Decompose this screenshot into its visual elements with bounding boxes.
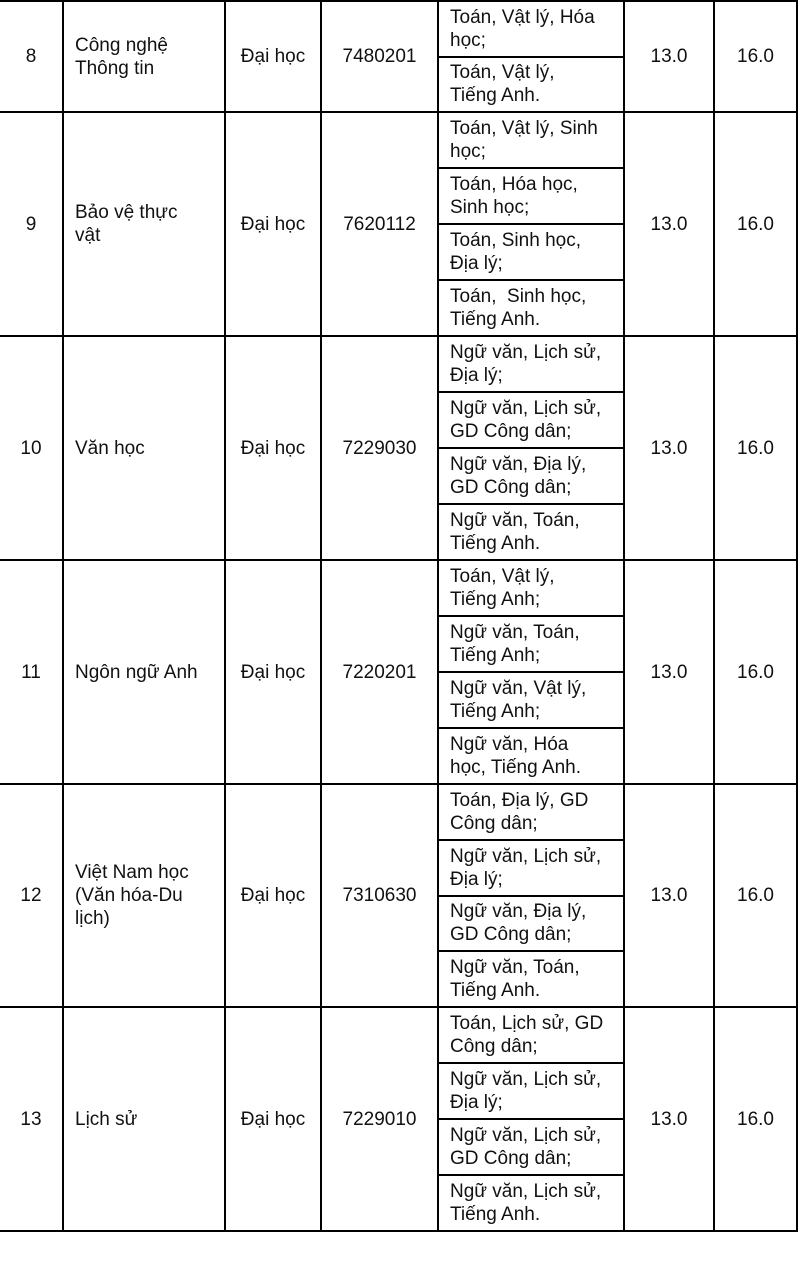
row-number: 8 <box>25 46 37 67</box>
subject-combinations <box>437 561 623 783</box>
table-row <box>0 113 798 337</box>
combination-item: Ngữ văn, Toán, Tiếng Anh. <box>450 957 580 1002</box>
subject-combinations <box>437 1008 623 1230</box>
subject-combinations <box>437 785 623 1006</box>
combination-item: Ngữ văn, Lịch sử, Tiếng Anh. <box>450 1181 602 1225</box>
major-code: 7480201 <box>320 2 437 111</box>
row-number: 10 <box>20 437 42 459</box>
row-number: 11 <box>21 661 41 683</box>
combination-item: Ngữ văn, Toán, Tiếng Anh. <box>450 510 580 554</box>
row-number: 9 <box>25 213 37 235</box>
score-1: 13.0 <box>623 2 713 111</box>
combination-item: Ngữ văn, Vật lý, Tiếng Anh; <box>439 673 623 729</box>
combination-item: Ngữ văn, Lịch sử, Địa lý; <box>439 1064 623 1120</box>
major-code: 7310630 <box>320 785 437 1006</box>
combination-item: Toán, Vật lý, Hóa học; <box>439 2 623 58</box>
major-name: Bảo vệ thực vật <box>62 113 224 335</box>
education-level: Đại học <box>224 113 320 335</box>
education-level: Đại học <box>224 337 320 559</box>
row-number: 12 <box>20 885 42 906</box>
subject-combinations <box>437 337 623 559</box>
score-2: 16.0 <box>713 2 798 111</box>
table-row <box>0 561 798 785</box>
row-number: 13 <box>20 1108 42 1130</box>
score-1: 13.0 <box>623 113 713 335</box>
combination-item: Toán, Sinh học, Địa lý; <box>439 225 623 281</box>
score-2: 16.0 <box>713 1008 798 1230</box>
major-name: Công nghệ Thông tin <box>62 2 224 111</box>
combination-item: Toán, Địa lý, GD Công dân; <box>439 785 623 841</box>
combination-item: Ngữ văn, Lịch sử, Địa lý; <box>439 337 623 393</box>
major-name: Ngôn ngữ Anh <box>62 561 224 783</box>
combination-item: Ngữ văn, Lịch sử, Địa lý; <box>439 841 623 897</box>
combination-item: Toán, Hóa học, Sinh học; <box>439 169 623 225</box>
major-name: Văn học <box>62 337 224 559</box>
major-code: 7220201 <box>320 561 437 783</box>
combination-item: Ngữ văn, Hóa học, Tiếng Anh. <box>450 734 581 778</box>
education-level: Đại học <box>224 1008 320 1230</box>
major-name: Lịch sử <box>62 1008 224 1230</box>
major-name: Việt Nam học (Văn hóa-Du lịch) <box>62 785 224 1006</box>
major-code: 7229010 <box>320 1008 437 1230</box>
combination-item: Toán, Vật lý, Tiếng Anh. <box>450 62 555 107</box>
table-row <box>0 337 798 561</box>
education-level: Đại học <box>224 785 320 1006</box>
combination-item: Ngữ văn, Địa lý, GD Công dân; <box>439 449 623 505</box>
score-2: 16.0 <box>713 337 798 559</box>
combination-item: Ngữ văn, Lịch sử, GD Công dân; <box>439 393 623 449</box>
score-1: 13.0 <box>623 785 713 1006</box>
score-1: 13.0 <box>623 337 713 559</box>
combination-item: Toán, Vật lý, Tiếng Anh; <box>439 561 623 617</box>
major-code: 7229030 <box>320 337 437 559</box>
table-row <box>0 1008 798 1232</box>
table-row <box>0 785 798 1008</box>
combination-item: Toán, Sinh học, Tiếng Anh. <box>450 286 592 330</box>
combination-item: Toán, Vật lý, Sinh học; <box>439 113 623 169</box>
subject-combinations <box>437 113 623 335</box>
combination-item: Ngữ văn, Toán, Tiếng Anh; <box>439 617 623 673</box>
education-level: Đại học <box>224 2 320 111</box>
combination-item: Ngữ văn, Lịch sử, GD Công dân; <box>439 1120 623 1176</box>
table-row <box>0 2 798 113</box>
score-2: 16.0 <box>713 785 798 1006</box>
combination-item: Ngữ văn, Địa lý, GD Công dân; <box>439 897 623 953</box>
subject-combinations <box>437 2 623 111</box>
score-2: 16.0 <box>713 113 798 335</box>
combination-item: Toán, Lịch sử, GD Công dân; <box>439 1008 623 1064</box>
score-2: 16.0 <box>713 561 798 783</box>
major-code: 7620112 <box>320 113 437 335</box>
score-1: 13.0 <box>623 561 713 783</box>
score-1: 13.0 <box>623 1008 713 1230</box>
education-level: Đại học <box>224 561 320 783</box>
